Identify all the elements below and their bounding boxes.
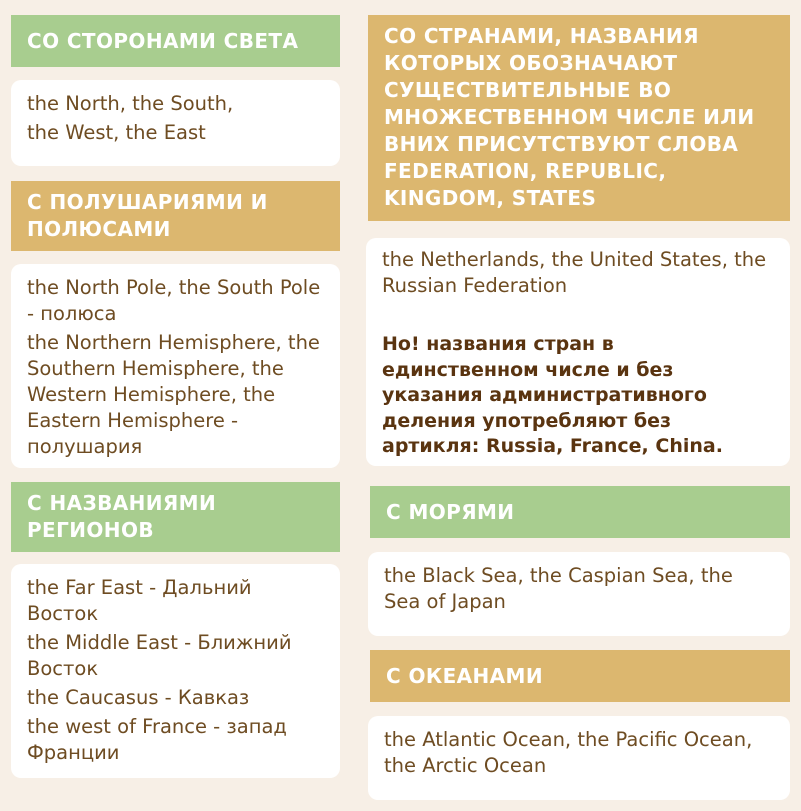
seas-examples: the Black Sea, the Caspian Sea, the Sea of Japan	[384, 564, 733, 613]
header-oceans-text: С ОКЕАНАМИ	[386, 663, 543, 688]
countries-note: Но! названия стран в единственном числе и без указания административного деления употребляют без артикля: Russia, France, China.	[382, 333, 723, 457]
oceans-examples: the Atlantic Ocean, the Pacific Ocean, the Arctic Ocean	[384, 728, 753, 777]
cardinal-line-1: the North, the South,	[27, 92, 234, 115]
region-far-east: the Far East - Дальний Восток	[27, 576, 252, 625]
cardinal-line-2: the West, the East	[27, 121, 206, 144]
header-regions	[11, 482, 340, 552]
card-regions	[11, 564, 340, 778]
header-oceans	[370, 650, 790, 702]
card-oceans	[368, 716, 790, 800]
header-hemispheres-poles-text: С ПОЛУШАРИЯМИ И ПОЛЮСАМИ	[27, 190, 268, 241]
header-hemispheres-poles	[11, 181, 340, 251]
region-middle-east: the Middle East - Ближний Восток	[27, 631, 292, 680]
poles-example: the North Pole, the South Pole - полюса	[27, 276, 321, 325]
header-cardinal-directions-text: СО СТОРОНАМИ СВЕТА	[27, 28, 299, 53]
card-countries	[366, 238, 790, 466]
header-cardinal-directions	[11, 15, 340, 67]
header-countries-text: СО СТРАНАМИ, НАЗВАНИЯ КОТОРЫХ ОБОЗНАЧАЮТ СУЩЕСТВИТЕЛЬНЫЕ ВО МНОЖЕСТВЕННОМ ЧИСЛЕ ИЛИ ВНИХ ПРИСУТСТВУЮТ СЛОВА FEDERATION, REPUBLIC, KINGDOM, STATES	[384, 24, 755, 210]
card-seas	[368, 552, 790, 636]
region-west-of-france: the west of France - запад Франции	[27, 715, 287, 764]
hemispheres-example: the Northern Hemisphere, the Southern Hemisphere, the Western Hemisphere, the Eastern Hemisphere - полушария	[27, 331, 320, 458]
header-seas-text: С МОРЯМИ	[386, 499, 515, 524]
header-seas	[370, 486, 790, 538]
header-regions-text: С НАЗВАНИЯМИ РЕГИОНОВ	[27, 491, 217, 542]
countries-examples: the Netherlands, the United States, the Russian Federation	[382, 248, 767, 297]
header-countries	[368, 15, 790, 221]
region-caucasus: the Caucasus - Кавказ	[27, 686, 250, 709]
card-hemispheres-poles	[11, 264, 340, 468]
card-cardinal-directions	[11, 80, 340, 166]
